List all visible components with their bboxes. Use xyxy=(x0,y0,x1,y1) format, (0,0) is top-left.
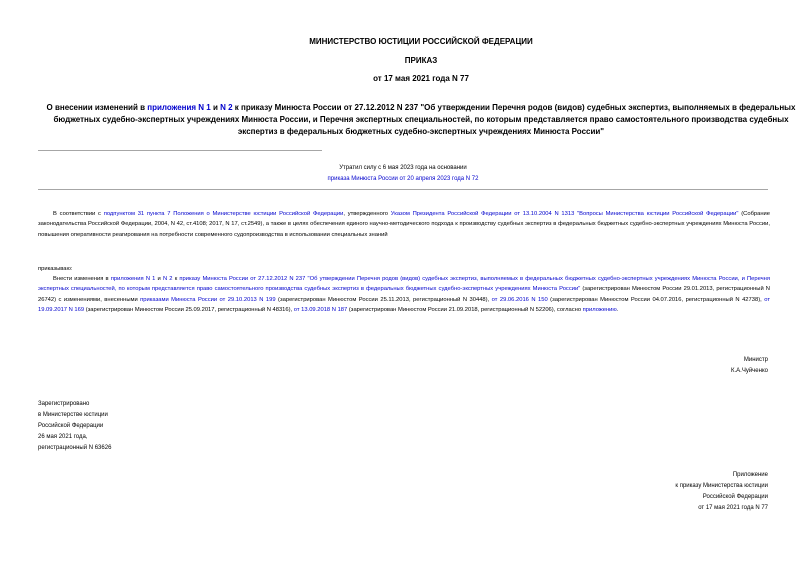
registration-line: в Министерстве юстиции xyxy=(38,412,108,418)
order-word: приказываю: xyxy=(38,266,73,272)
p3-link-appendix-2[interactable]: N 2 xyxy=(162,276,173,282)
order-paragraph xyxy=(38,274,770,316)
document-title xyxy=(36,102,806,138)
appendix-header xyxy=(675,470,768,514)
appendix-line: к приказу Министерства юстиции xyxy=(675,483,768,489)
p3-text-4: (зарегистрирован Минюстом России 29.01.2013, регистрационный N 26742) с изменениями, внесенными xyxy=(38,286,770,303)
p1-text-1: В соответствии с xyxy=(53,211,104,217)
ministry-heading: МИНИСТЕРСТВО ЮСТИЦИИ РОССИЙСКОЙ ФЕДЕРАЦИИ xyxy=(309,37,533,46)
p1-link-decree[interactable]: Указом Президента Российской Федерации от 13.10.2004 N 1313 "Вопросы Министерства юстиции Российской Федерации" xyxy=(390,211,739,217)
p3-link-order-187[interactable]: от 13.09.2018 N 187 xyxy=(293,307,348,314)
title-link-appendix-1[interactable]: приложения N 1 xyxy=(147,103,211,112)
registration-line: Зарегистрировано xyxy=(38,401,90,407)
registration-block xyxy=(38,399,111,454)
separator-short xyxy=(38,150,322,151)
separator-long xyxy=(38,189,768,190)
p3-link-appendix-1[interactable]: приложения N 1 xyxy=(110,276,156,282)
p3-text-9: . xyxy=(616,307,619,314)
p1-text-2: , утвержденного xyxy=(343,211,391,217)
title-suffix: к приказу Минюста России от 27.12.2012 N 237 "Об утверждении Перечня родов (видов) судебных экспертиз, выполняемых в федеральных бюджетных судебно-экспертных учреждениях Минюста России, и Перечня экспертных специальностей, по которым представляется право самостоятельного производства судебных экспертиз в федеральных бюджетных судебно-экспертных учреждениях Минюста России" xyxy=(53,103,796,136)
p3-text-6: (зарегистрирован Минюстом России 04.07.2016, регистрационный N 42738), xyxy=(547,296,765,303)
registration-line: регистрационный N 63626 xyxy=(38,445,112,451)
p3-text-3: к xyxy=(172,276,180,282)
p3-link-appendix[interactable]: приложению xyxy=(582,307,617,314)
lost-force-note xyxy=(38,163,768,185)
appendix-line: Российской Федерации xyxy=(702,494,768,500)
document-type: ПРИКАЗ xyxy=(404,56,438,65)
registration-line: 26 мая 2021 года, xyxy=(38,434,88,440)
appendix-line: Приложение xyxy=(732,472,768,478)
p3-text-2: и xyxy=(155,276,163,282)
p3-link-order-150[interactable]: от 29.06.2016 N 150 xyxy=(491,296,548,303)
signature-position: Министр xyxy=(743,357,768,363)
preamble-paragraph xyxy=(38,209,770,240)
signature-name: К.А.Чуйченко xyxy=(731,368,768,374)
document-date-number: от 17 мая 2021 года N 77 xyxy=(373,74,469,83)
p3-link-order-237[interactable]: приказу Минюста России от 27.12.2012 N 237 "Об утверждении Перечня родов (видов) судебных экспертиз, выполняемых в федеральных бюджетных судебно-экспертных учреждениях Минюста России, и Перечня экспертных специальностей, по которым представляется право самостоятельного производства судебных экспертиз в федеральных бюджетных судебно-экспертных учреждениях Минюста России" xyxy=(38,276,770,293)
p3-text-7: (зарегистрирован Минюстом России 25.09.2017, регистрационный N 48316), xyxy=(84,307,294,314)
p3-text-1: Внести изменения в xyxy=(53,276,111,282)
registration-line: Российской Федерации xyxy=(38,423,104,429)
p1-link-regulation[interactable]: подпунктом 31 пункта 7 Положения о Министерстве юстиции Российской Федерации xyxy=(103,211,344,217)
lost-force-link[interactable]: приказа Минюста России от 20 апреля 2023 года N 72 xyxy=(327,176,479,182)
title-and: и xyxy=(210,103,221,112)
lost-force-text: Утратил силу с 6 мая 2023 года на основании xyxy=(339,165,467,171)
p3-link-order-199[interactable]: приказами Минюста России от 29.10.2013 N 199 xyxy=(140,296,276,303)
p3-link-order-169[interactable]: от 19.09.2017 N 169 xyxy=(38,296,770,314)
appendix-line: от 17 мая 2021 года N 77 xyxy=(698,505,768,511)
title-prefix: О внесении изменений в xyxy=(46,103,148,112)
p3-text-5: (зарегистрирован Минюстом России 25.11.2013, регистрационный N 30448), xyxy=(275,296,492,303)
title-link-appendix-2[interactable]: N 2 xyxy=(220,103,233,112)
signature-block xyxy=(731,355,768,377)
p1-text-3: (Собрание законодательства Российской Федерации, 2004, N 42, ст.4108; 2017, N 17, ст.2549), а также в целях обеспечения единого научно-методического подхода к производству судебных экспертиз в федеральных бюджетных судебно-экспертных учреждениях Минюста России, повышения оперативности реагирования на потребности современного судопроизводства в использовании специальных знаний xyxy=(38,211,771,238)
p3-text-8: (зарегистрирован Минюстом России 21.09.2018, регистрационный N 52206), согласно xyxy=(347,307,583,314)
